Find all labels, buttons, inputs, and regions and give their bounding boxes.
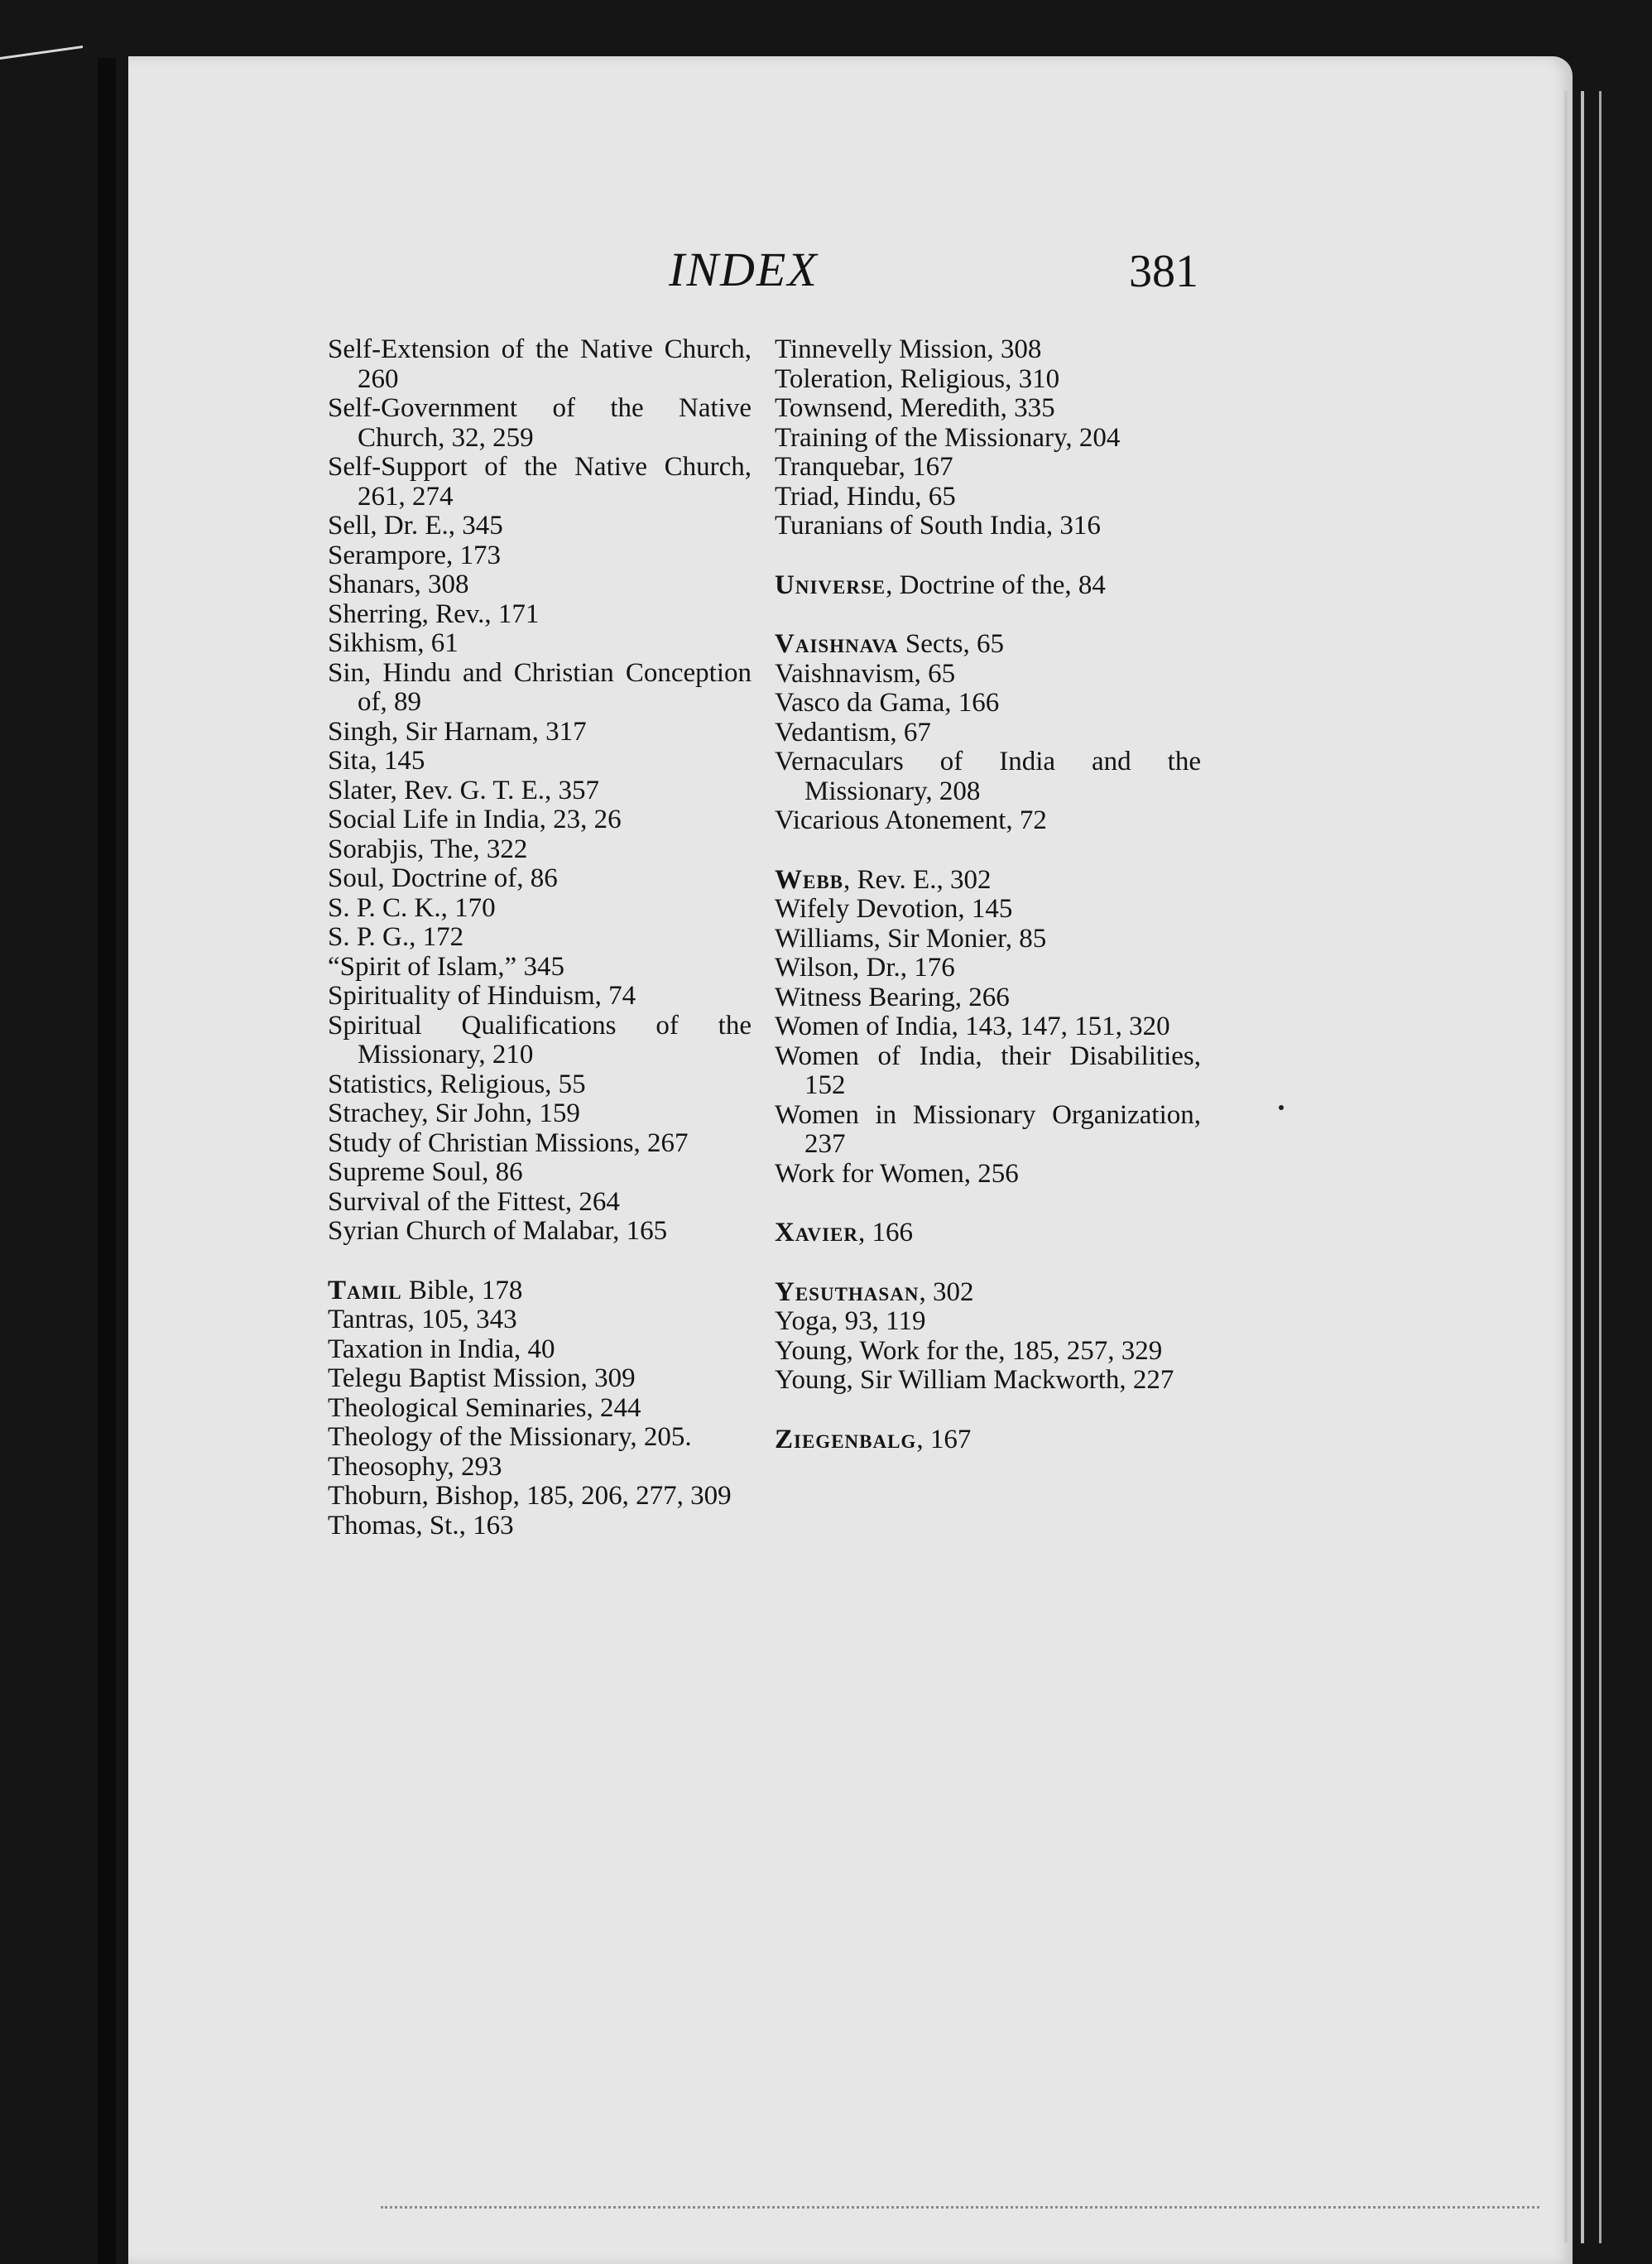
index-entry: Thoburn, Bishop, 185, 206, 277, 309 (328, 1481, 732, 1511)
index-entry: Tantras, 105, 343 (328, 1305, 517, 1334)
index-column-right (775, 335, 1201, 1454)
index-entry: Sherring, Rev., 171 (328, 598, 540, 629)
index-entry: Spiritual Qualifications of the Missionary, 210 (328, 1010, 752, 1070)
index-entry: Slater, Rev. G. T. E., 357 (328, 775, 600, 805)
index-entry: Telegu Baptist Mission, 309 (328, 1363, 636, 1393)
letter-gap (775, 836, 1201, 866)
index-entry: Xavier, 166 (775, 1218, 913, 1247)
index-entry: Williams, Sir Monier, 85 (775, 923, 1047, 954)
letter-gap (328, 1247, 752, 1276)
index-entry: Yoga, 93, 119 (775, 1306, 926, 1336)
index-entry: Vernaculars of India and the Missionary, 208 (775, 747, 1201, 806)
index-entry: Universe, Doctrine of the, 84 (775, 570, 1106, 600)
index-entry: Survival of the Fittest, 264 (328, 1186, 620, 1217)
index-entry: Tamil Bible, 178 (328, 1275, 523, 1305)
index-entry: Townsend, Meredith, 335 (775, 393, 1055, 423)
index-entry: Social Life in India, 23, 26 (328, 805, 622, 834)
index-entry: Self-Extension of the Native Church, 260 (328, 334, 752, 394)
index-entry: Turanians of South India, 316 (775, 511, 1101, 541)
index-entry: Singh, Sir Harnam, 317 (328, 716, 587, 747)
page-edge (1564, 91, 1568, 2243)
index-entry: Sorabjis, The, 322 (328, 834, 528, 864)
index-entry: Thomas, St., 163 (328, 1510, 514, 1541)
index-entry: Tranquebar, 167 (775, 452, 953, 482)
index-entry: Supreme Soul, 86 (328, 1157, 523, 1187)
ink-speck (1279, 1105, 1284, 1110)
index-entry: Sell, Dr. E., 345 (328, 511, 503, 541)
index-entry: Women in Missionary Organization, 237 (775, 1099, 1201, 1159)
index-entry: S. P. C. K., 170 (328, 892, 496, 923)
index-entry: Vaishnava Sects, 65 (775, 629, 1005, 659)
index-entry: Women of India, their Disabilities, 152 (775, 1041, 1201, 1100)
index-entry: Witness Bearing, 266 (775, 982, 1010, 1012)
index-entry: Vasco da Gama, 166 (775, 688, 1000, 718)
index-entry: Webb, Rev. E., 302 (775, 864, 992, 895)
index-entry: Women of India, 143, 147, 151, 320 (775, 1012, 1170, 1041)
scan-noise (381, 2206, 1539, 2212)
scan-edge-mark (0, 46, 83, 66)
index-entry: Vaishnavism, 65 (775, 658, 956, 689)
index-entry: Theological Seminaries, 244 (328, 1392, 641, 1423)
index-entry: Yesuthasan, 302 (775, 1276, 974, 1307)
index-entry: Spirituality of Hinduism, 74 (328, 981, 636, 1011)
index-entry: S. P. G., 172 (328, 922, 464, 952)
index-entry: Soul, Doctrine of, 86 (328, 863, 558, 893)
index-entry: Training of the Missionary, 204 (775, 422, 1121, 453)
index-entry: Strachey, Sir John, 159 (328, 1098, 580, 1128)
index-entry: Sikhism, 61 (328, 628, 459, 658)
index-entry: Taxation in India, 40 (328, 1334, 555, 1364)
index-entry: Vedantism, 67 (775, 717, 931, 747)
index-entry: Sita, 145 (328, 746, 425, 776)
index-entry: Triad, Hindu, 65 (775, 481, 956, 512)
page-edge (1599, 91, 1602, 2243)
page-header (0, 242, 1652, 308)
book-spine-shadow (98, 58, 116, 2264)
letter-gap (775, 1189, 1201, 1219)
index-entry: Wifely Devotion, 145 (775, 894, 1013, 924)
index-entry: Self-Support of the Native Church, 261, 274 (328, 452, 752, 512)
index-entry: Young, Sir William Mackworth, 227 (775, 1365, 1174, 1395)
index-entry: Toleration, Religious, 310 (775, 363, 1060, 394)
index-entry: Statistics, Religious, 55 (328, 1069, 586, 1099)
page-edge (1581, 91, 1584, 2243)
letter-gap (775, 1396, 1201, 1425)
index-entry: Sin, Hindu and Christian Conception of, 89 (328, 657, 752, 717)
letter-gap (775, 541, 1201, 571)
letter-gap (775, 1248, 1201, 1278)
letter-gap (775, 600, 1201, 630)
index-entry: Serampore, 173 (328, 540, 501, 570)
index-entry: Wilson, Dr., 176 (775, 953, 955, 983)
index-column-left (328, 335, 752, 1541)
index-entry: Syrian Church of Malabar, 165 (328, 1216, 668, 1246)
index-entry: Theology of the Missionary, 205. (328, 1422, 692, 1452)
running-title: INDEX (669, 243, 819, 296)
index-entry: Study of Christian Missions, 267 (328, 1127, 689, 1158)
index-entry: Young, Work for the, 185, 257, 329 (775, 1335, 1163, 1366)
index-entry: Self-Government of the Native Church, 32, 259 (328, 393, 752, 453)
page-number: 381 (1129, 246, 1198, 297)
index-entry: Theosophy, 293 (328, 1451, 502, 1482)
index-entry: Tinnevelly Mission, 308 (775, 334, 1042, 364)
index-entry: Ziegenbalg, 167 (775, 1424, 972, 1454)
index-entry: Vicarious Atonement, 72 (775, 805, 1047, 835)
index-entry: Shanars, 308 (328, 570, 469, 599)
index-entry: “Spirit of Islam,” 345 (328, 951, 564, 982)
index-entry: Work for Women, 256 (775, 1158, 1019, 1189)
